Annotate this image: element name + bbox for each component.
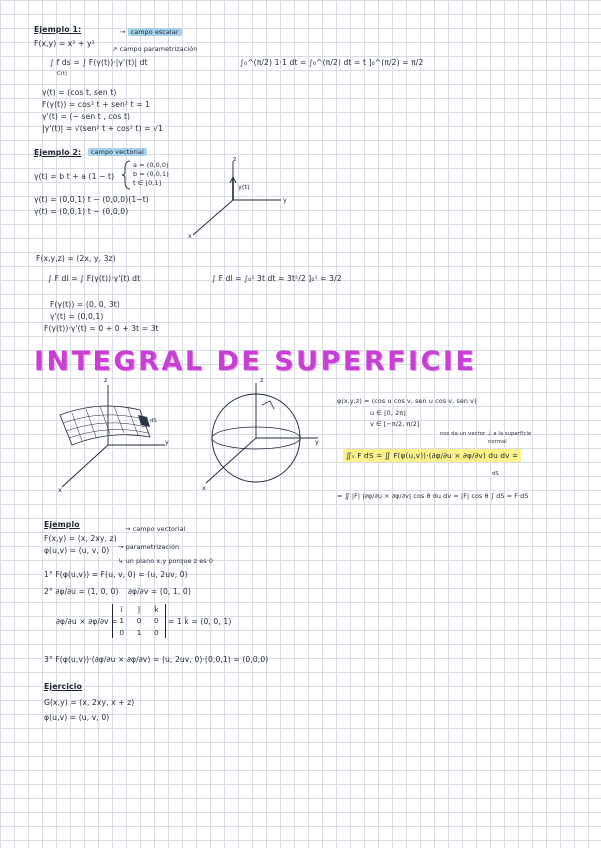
ex3-step-1: 1° F(φ(u,v)) = F(u, v, 0) = (u, 2uv, 0) (44, 570, 188, 579)
ex2-gamma: γ(t) = b t + a (1 − t) (34, 172, 115, 181)
exercise-heading: Ejercicio (44, 682, 82, 691)
ex2-note: campo vectorial (88, 148, 147, 157)
surface-note-normal-2: normal (488, 439, 507, 445)
ex3-cross-rhs: = 1 k̂ = (0, 0, 1) (168, 617, 232, 626)
ex2-heading: Ejemplo 2: (34, 148, 82, 157)
matrix-cell: 1 (136, 627, 142, 637)
surface-flux-ds: dS (492, 471, 499, 477)
ex2-d-gamma: γ'(t) = (0,0,1) (50, 312, 104, 321)
ex1-f-gamma: F(γ(t)) = cos² t + sen² t = 1 (42, 100, 151, 109)
surface-param: φ(x,y,z) = (cos u cos v, sen u cos v, sen v) (337, 397, 477, 405)
sphere-axis-x: x (202, 484, 206, 492)
ex3-step-2b: ∂φ/∂v = (0, 1, 0) (128, 587, 191, 596)
ex1-line-integral: ∫ f ds = ∫ F(γ(t))·|γ'(t)| dt (50, 58, 148, 67)
sphere-diagram (200, 375, 325, 495)
ex3-note-field: → campo vectorial (125, 525, 186, 533)
ex3-param: φ(u,v) = (u, v, 0) (44, 546, 110, 555)
surface-v-range: v ∈ [−π/2, π/2] (370, 420, 420, 428)
ex1-heading: Ejemplo 1: (34, 25, 82, 34)
surface-axis-y: y (165, 438, 169, 446)
surface-flux-final: = ∬ |F| |∂φ/∂u × ∂φ/∂v| cos θ du dv = |F| cos θ ∫ dS = F·dS (337, 492, 529, 500)
ex1-gamma: γ(t) = (cos t, sen t) (42, 88, 117, 97)
ex2-axis-x: x (188, 232, 192, 240)
ex1-note-param: ↗ campo parametrización (112, 45, 198, 53)
ex2-curve-label: γ(t) (238, 183, 250, 191)
surface-axis-z: z (104, 376, 108, 384)
ex3-note-param: → parametrización (118, 543, 180, 551)
ex1-bound: C(t) (57, 71, 68, 77)
ex2-f-gamma: F(γ(t)) = (0, 0, 3t) (50, 300, 120, 309)
ex2-b: b = (0,0,1) (133, 170, 169, 178)
ex2-axis-z: z (233, 155, 237, 163)
surface-note-normal: nos da un vector ⊥ a la superficie (440, 431, 532, 437)
ex3-matrix (112, 604, 166, 638)
surface-diagram (50, 375, 175, 495)
ex2-field: F(x,y,z) = (2x, y, 3z) (36, 254, 116, 263)
ex3-step-2a: 2° ∂φ/∂u = (1, 0, 0) (44, 587, 119, 596)
matrix-cell: k̂ (154, 605, 159, 614)
ex2-axis-y: y (283, 196, 287, 204)
ex2-a: a = (0,0,0) (133, 161, 169, 169)
ex3-step-3: 3° F(φ(u,v))·(∂φ/∂u × ∂φ/∂v) = (u, 2uv, 0)·(0,0,1) = (0,0,0) (44, 655, 269, 664)
ex2-result: ∫ F dl = ∫₀¹ 3t dt = 3t²/2 ]₀¹ = 3/2 (212, 274, 342, 283)
matrix-cell: î (120, 605, 123, 614)
ex2-dot-product: F(γ(t))·γ'(t) = 0 + 0 + 3t = 3t (44, 324, 159, 333)
surface-axis-x: x (58, 486, 62, 494)
ex1-result: ∫₀^(π/2) 1·1 dt = ∫₀^(π/2) dt = t ]₀^(π/2) = π/2 (240, 58, 424, 67)
sphere-axis-y: y (315, 438, 319, 446)
matrix-cell: 0 (136, 616, 142, 626)
ex3-heading: Ejemplo (44, 520, 80, 529)
ex3-cross-lhs: ∂φ/∂u × ∂φ/∂v = (56, 617, 118, 626)
matrix-cell: 0 (153, 627, 159, 637)
ex3-note-plane: ↳ un plano x,y porque z es 0 (118, 557, 213, 565)
page-title: INTEGRAL DE SUPERFICIE (34, 346, 477, 377)
surface-u-range: u ∈ [0, 2π] (370, 409, 406, 417)
ex1-note-scalar: → campo escalar (120, 28, 182, 37)
ex2-gamma-3: γ(t) = (0,0,1) t − (0,0,0) (34, 207, 129, 216)
ex2-axes-diagram (185, 155, 295, 245)
ex3-field: F(x,y) = (x, 2xy, z) (44, 534, 117, 543)
surface-ds-label: dS (150, 418, 157, 424)
ex1-function: F(x,y) = x² + y² (34, 39, 95, 48)
ex2-line-integral: ∫ F dl = ∫ F(γ(t))·γ'(t) dt (48, 274, 141, 283)
ex1-norm: |γ'(t)| = √(sen² t + cos² t) = √1 (42, 124, 163, 133)
ex2-gamma-2: γ(t) = (0,0,1) t − (0,0,0)(1−t) (34, 195, 149, 204)
ex1-d-gamma: γ'(t) = (− sen t , cos t) (42, 112, 131, 121)
exercise-param: φ(u,v) = (u, v, 0) (44, 713, 110, 722)
matrix-cell: 1 (119, 616, 125, 626)
ex2-brace (122, 160, 132, 190)
matrix-cell: 0 (153, 616, 159, 626)
matrix-cell: ĵ (137, 605, 141, 614)
sphere-axis-z: z (260, 376, 264, 384)
ex2-t-range: t ∈ [0,1] (133, 179, 162, 187)
surface-flux-formula: ∬ₛ F dS = ∬ F(φ(u,v))·(∂φ/∂u × ∂φ/∂v) du dv = (343, 449, 521, 462)
exercise-field: G(x,y) = (x, 2xy, x + z) (44, 698, 135, 707)
matrix-cell: 0 (119, 627, 125, 637)
